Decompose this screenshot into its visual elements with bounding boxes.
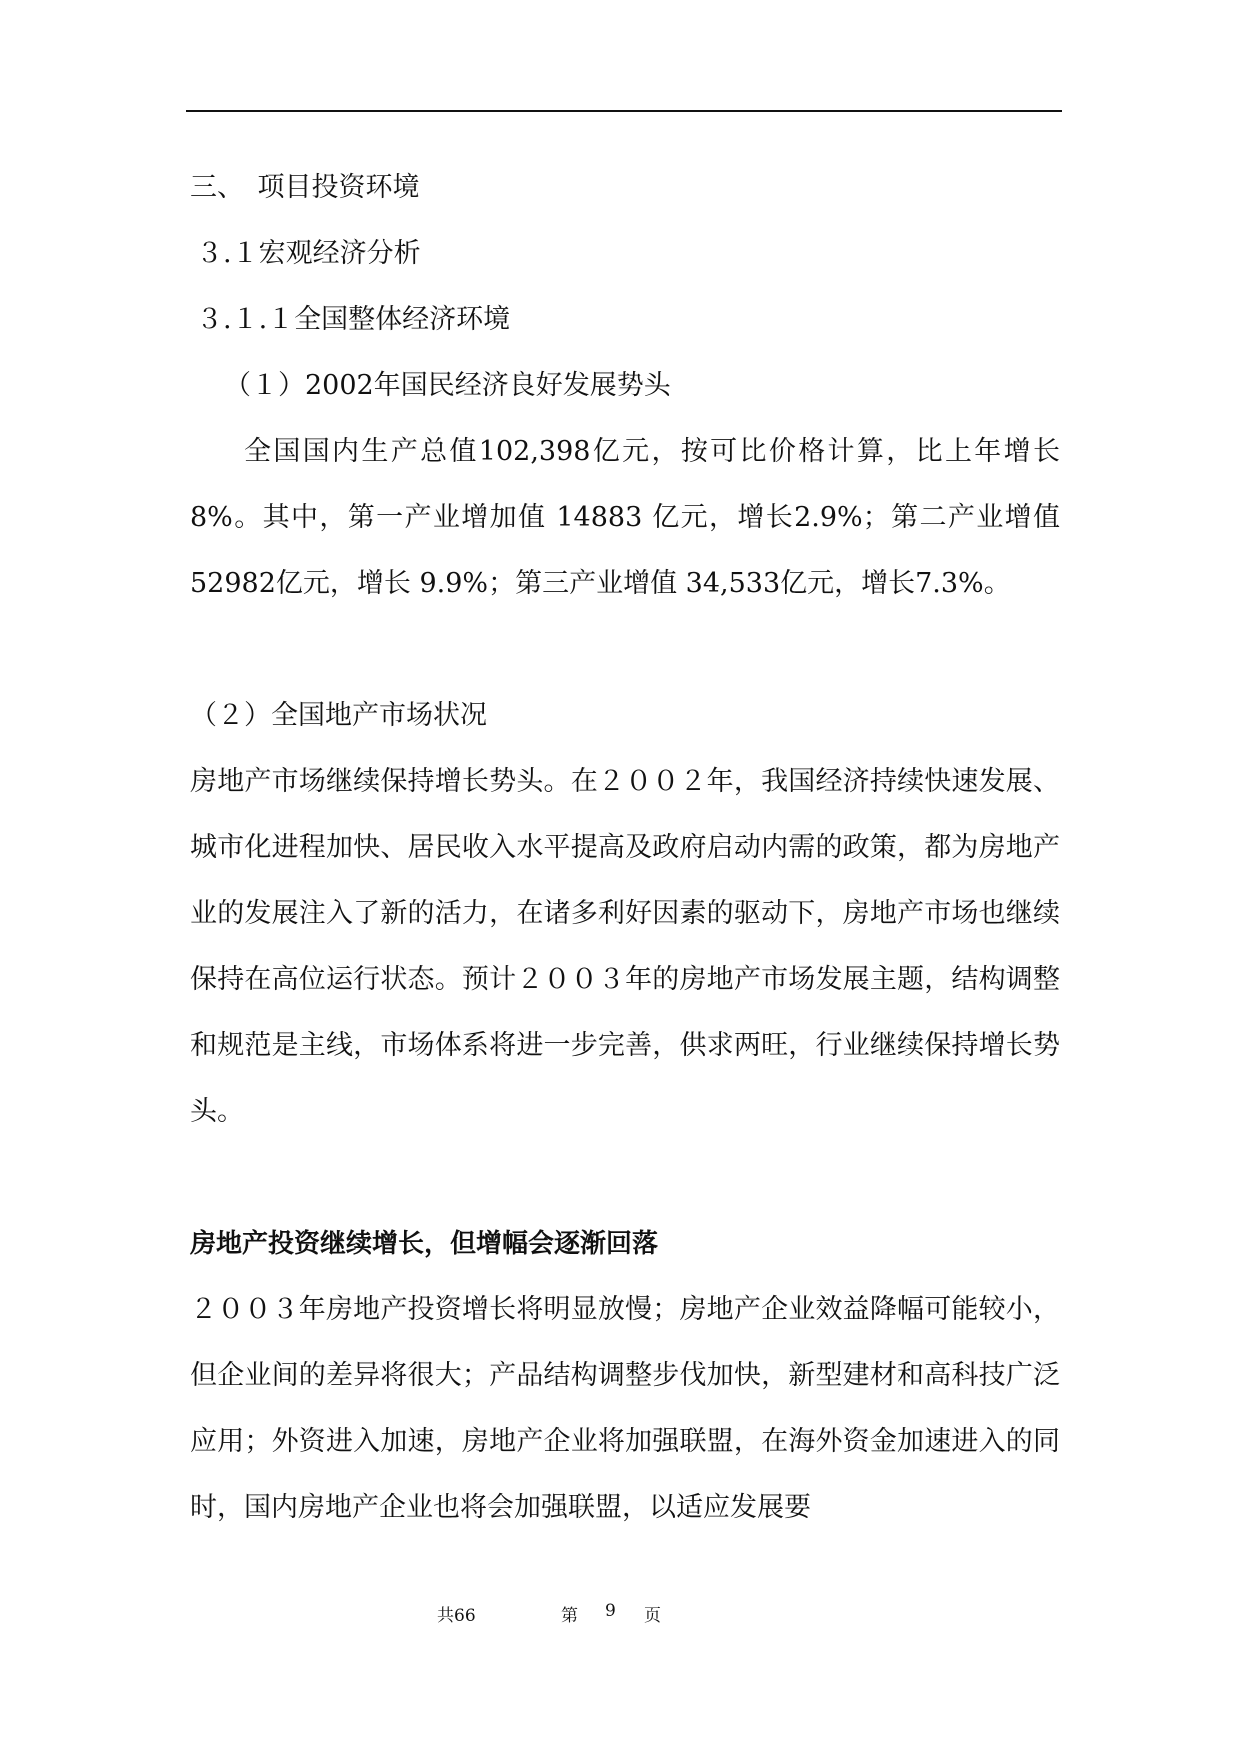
section-heading: 三、 项目投资环境: [190, 172, 420, 203]
footer-page-suffix: 页: [644, 1606, 661, 1626]
spacer: [190, 1145, 1060, 1211]
item2-heading: （２）全国地产市场状况: [190, 700, 487, 731]
header-rule: [186, 110, 1062, 112]
footer-total: 共66: [437, 1606, 476, 1626]
bold-heading: 房地产投资继续增长，但增幅会逐渐回落: [190, 1229, 659, 1259]
subsubsection-heading: ３.１.１全国整体经济环境: [196, 304, 511, 335]
subsection-heading: ３.１宏观经济分析: [196, 238, 421, 269]
footer-page-prefix: 第: [561, 1606, 578, 1626]
paragraph-gdp: 全国国内生产总值102,398亿元，按可比价格计算，比上年增长8%。其中，第一产业增加值 14883 亿元，增长2.9%；第二产业增值 52982亿元，增长 9.9%；第三产业增值 34,533亿元，增长7.3%。: [190, 436, 1060, 599]
footer-page-number: 9: [605, 1601, 616, 1621]
item1-heading: （１）2002年国民经济良好发展势头: [224, 370, 671, 401]
paragraph-market: 房地产市场继续保持增长势头。在２００２年，我国经济持续快速发展、城市化进程加快、居民收入水平提高及政府启动内需的政策，都为房地产业的发展注入了新的活力，在诸多利好因素的驱动下，房地产市场也继续保持在高位运行状态。预计２００３年的房地产市场发展主题，结构调整和规范是主线，市场体系将进一步完善，供求两旺，行业继续保持增长势头。: [190, 766, 1060, 1127]
page-content: [190, 155, 1060, 1541]
spacer: [190, 617, 1060, 683]
paragraph-investment: ２００３年房地产投资增长将明显放慢；房地产企业效益降幅可能较小，但企业间的差异将很大；产品结构调整步伐加快，新型建材和高科技广泛应用；外资进入加速，房地产企业将加强联盟，在海外资金加速进入的同时，国内房地产企业也将会加强联盟，以适应发展要: [190, 1294, 1060, 1523]
